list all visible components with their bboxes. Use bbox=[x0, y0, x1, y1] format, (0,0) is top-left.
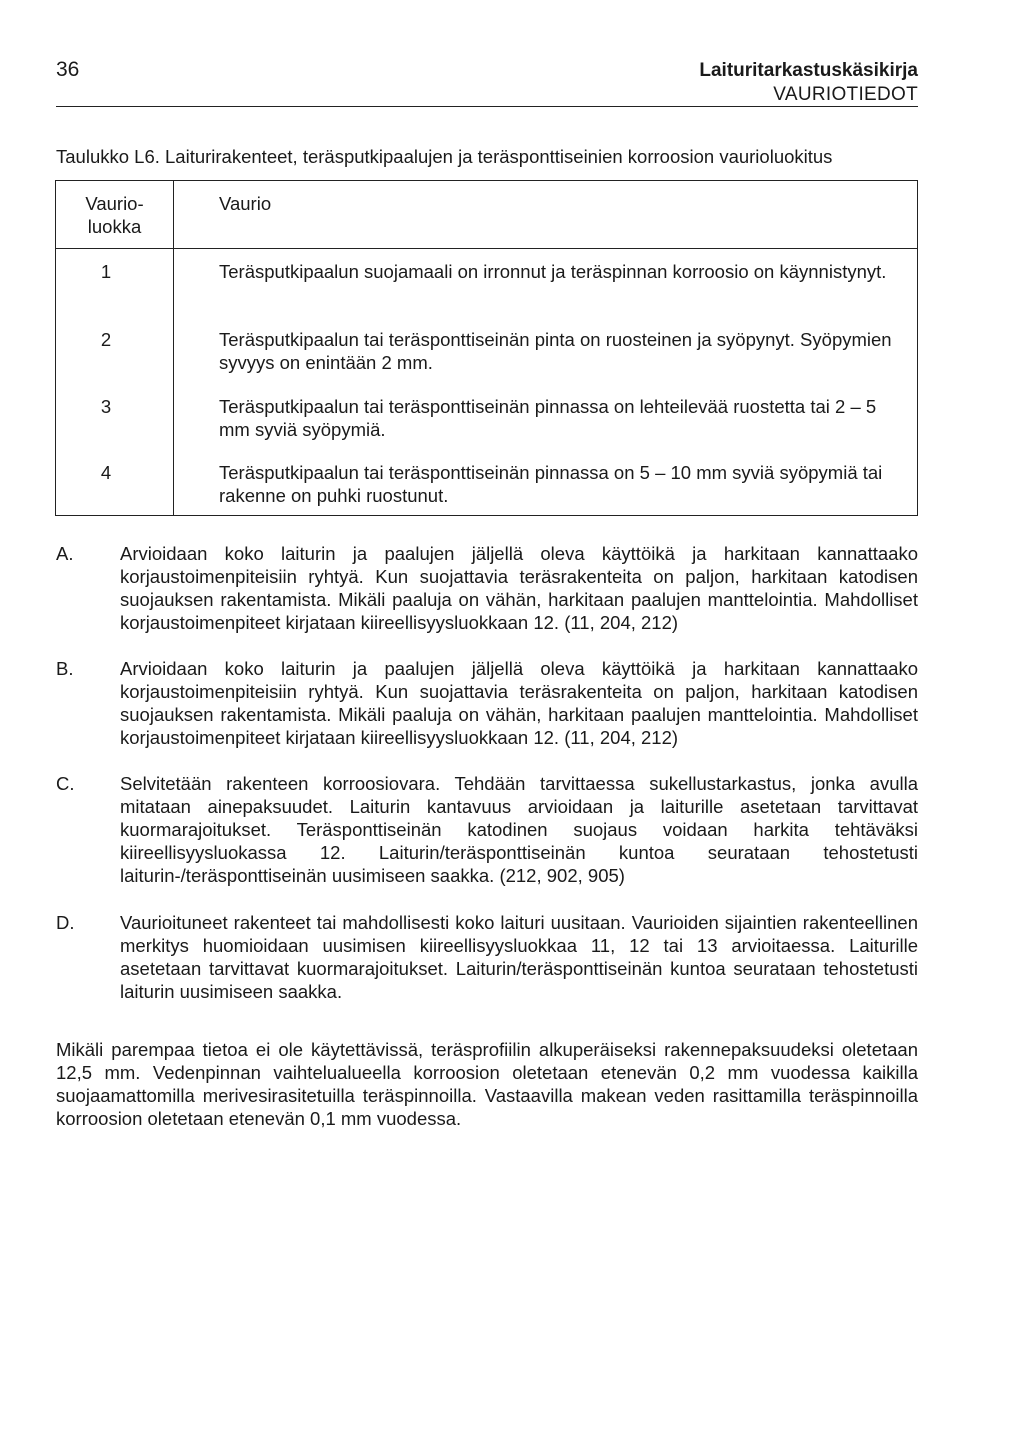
row-class: 4 bbox=[100, 462, 112, 483]
book-title: Laituritarkastuskäsikirja bbox=[699, 60, 918, 81]
row-class: 1 bbox=[100, 261, 112, 282]
action-letter: D. bbox=[56, 912, 75, 933]
table-caption: Taulukko L6. Laiturirakenteet, teräsputkipaalujen ja teräsponttiseinien korroosion vaurioluokitus bbox=[56, 146, 833, 167]
action-letter: C. bbox=[56, 773, 75, 794]
table-header-divider bbox=[56, 248, 917, 249]
row-description: Teräsputkipaalun suojamaali on irronnut ja teräspinnan korroosio on käynnistynyt. bbox=[219, 261, 887, 282]
action-text: Arvioidaan koko laiturin ja paalujen jäljellä oleva käyttöikä ja harkitaan kannattaako korjaustoimenpiteisiin ryhtyä. Kun suojattavia teräsrakenteita on paljon, harkitaan katodisen suojauksen rakentamista. Mikäli paaluja on vähän, harkitaan paalujen manttelointia. Mahdolliset korjaustoimenpiteet kirjataan kiireellisyysluokkaan 12. (11, 204, 212) bbox=[120, 543, 918, 633]
page-header bbox=[56, 58, 918, 108]
closing-paragraph: Mikäli parempaa tietoa ei ole käytettävissä, teräsprofiilin alkuperäiseksi rakennepaksuudeksi oletetaan 12,5 mm. Vedenpinnan vaihtelualueella korroosion oletetaan etenevän 0,2 mm vuodessa kaikilla suojaamattomilla merivesirasitetuilla teräspinnoilla. Vastaavilla makean veden rasittamilla teräspinnoilla korroosion oletetaan etenevän 0,1 mm vuodessa. bbox=[56, 1039, 918, 1129]
action-text: Selvitetään rakenteen korroosiovara. Tehdään tarvittaessa sukellustarkastus, jonka avulla mitataan ainepaksuudet. Laiturin kantavuus arvioidaan ja laiturille asetetaan tarvittavat kuormarajoitukset. Teräsponttiseinän katodinen suojaus voidaan harkita tehtäväksi kiireellisyysluokassa 12. Laiturin/teräsponttiseinän kuntoa seurataan tehostetusti laiturin-/teräsponttiseinän uusimiseen saakka. (212, 902, 905) bbox=[120, 773, 918, 886]
action-letter: A. bbox=[56, 543, 74, 564]
row-description: Teräsputkipaalun tai teräsponttiseinän pinta on ruosteinen ja syöpynyt. Syöpymien syvyys on enintään 2 mm. bbox=[219, 329, 892, 373]
page-number: 36 bbox=[56, 58, 80, 81]
table-column-divider bbox=[173, 181, 174, 515]
row-class: 3 bbox=[100, 396, 112, 417]
table-header-class: Vaurio- luokka bbox=[85, 193, 144, 237]
section-title: VAURIOTIEDOT bbox=[773, 84, 918, 105]
header-rule bbox=[56, 106, 918, 107]
damage-class-table bbox=[55, 180, 918, 516]
action-text: Vaurioituneet rakenteet tai mahdollisesti koko laituri uusitaan. Vaurioiden sijaintien rakenteellinen merkitys huomioidaan uusimisen kiireellisyysluokkaa 11, 12 tai 13 arvioitaessa. Laiturille asetetaan tarvittavat kuormarajoitukset. Laiturin/teräsponttiseinän kuntoa seurataan tehostetusti laiturin uusimiseen saakka. bbox=[120, 912, 918, 1002]
action-text: Arvioidaan koko laiturin ja paalujen jäljellä oleva käyttöikä ja harkitaan kannattaako korjaustoimenpiteisiin ryhtyä. Kun suojattavia teräsrakenteita on paljon, harkitaan katodisen suojauksen rakentamista. Mikäli paaluja on vähän, harkitaan paalujen manttelointia. Mahdolliset korjaustoimenpiteet kirjataan kiireellisyysluokkaan 12. (11, 204, 212) bbox=[120, 658, 918, 748]
action-letter: B. bbox=[56, 658, 74, 679]
row-class: 2 bbox=[100, 329, 112, 350]
row-description: Teräsputkipaalun tai teräsponttiseinän pinnassa on 5 – 10 mm syviä syöpymiä tai rakenne on puhki ruostunut. bbox=[219, 462, 883, 506]
row-description: Teräsputkipaalun tai teräsponttiseinän pinnassa on lehteilevää ruostetta tai 2 – 5 mm syviä syöpymiä. bbox=[219, 396, 877, 440]
table-header-damage: Vaurio bbox=[219, 193, 272, 214]
